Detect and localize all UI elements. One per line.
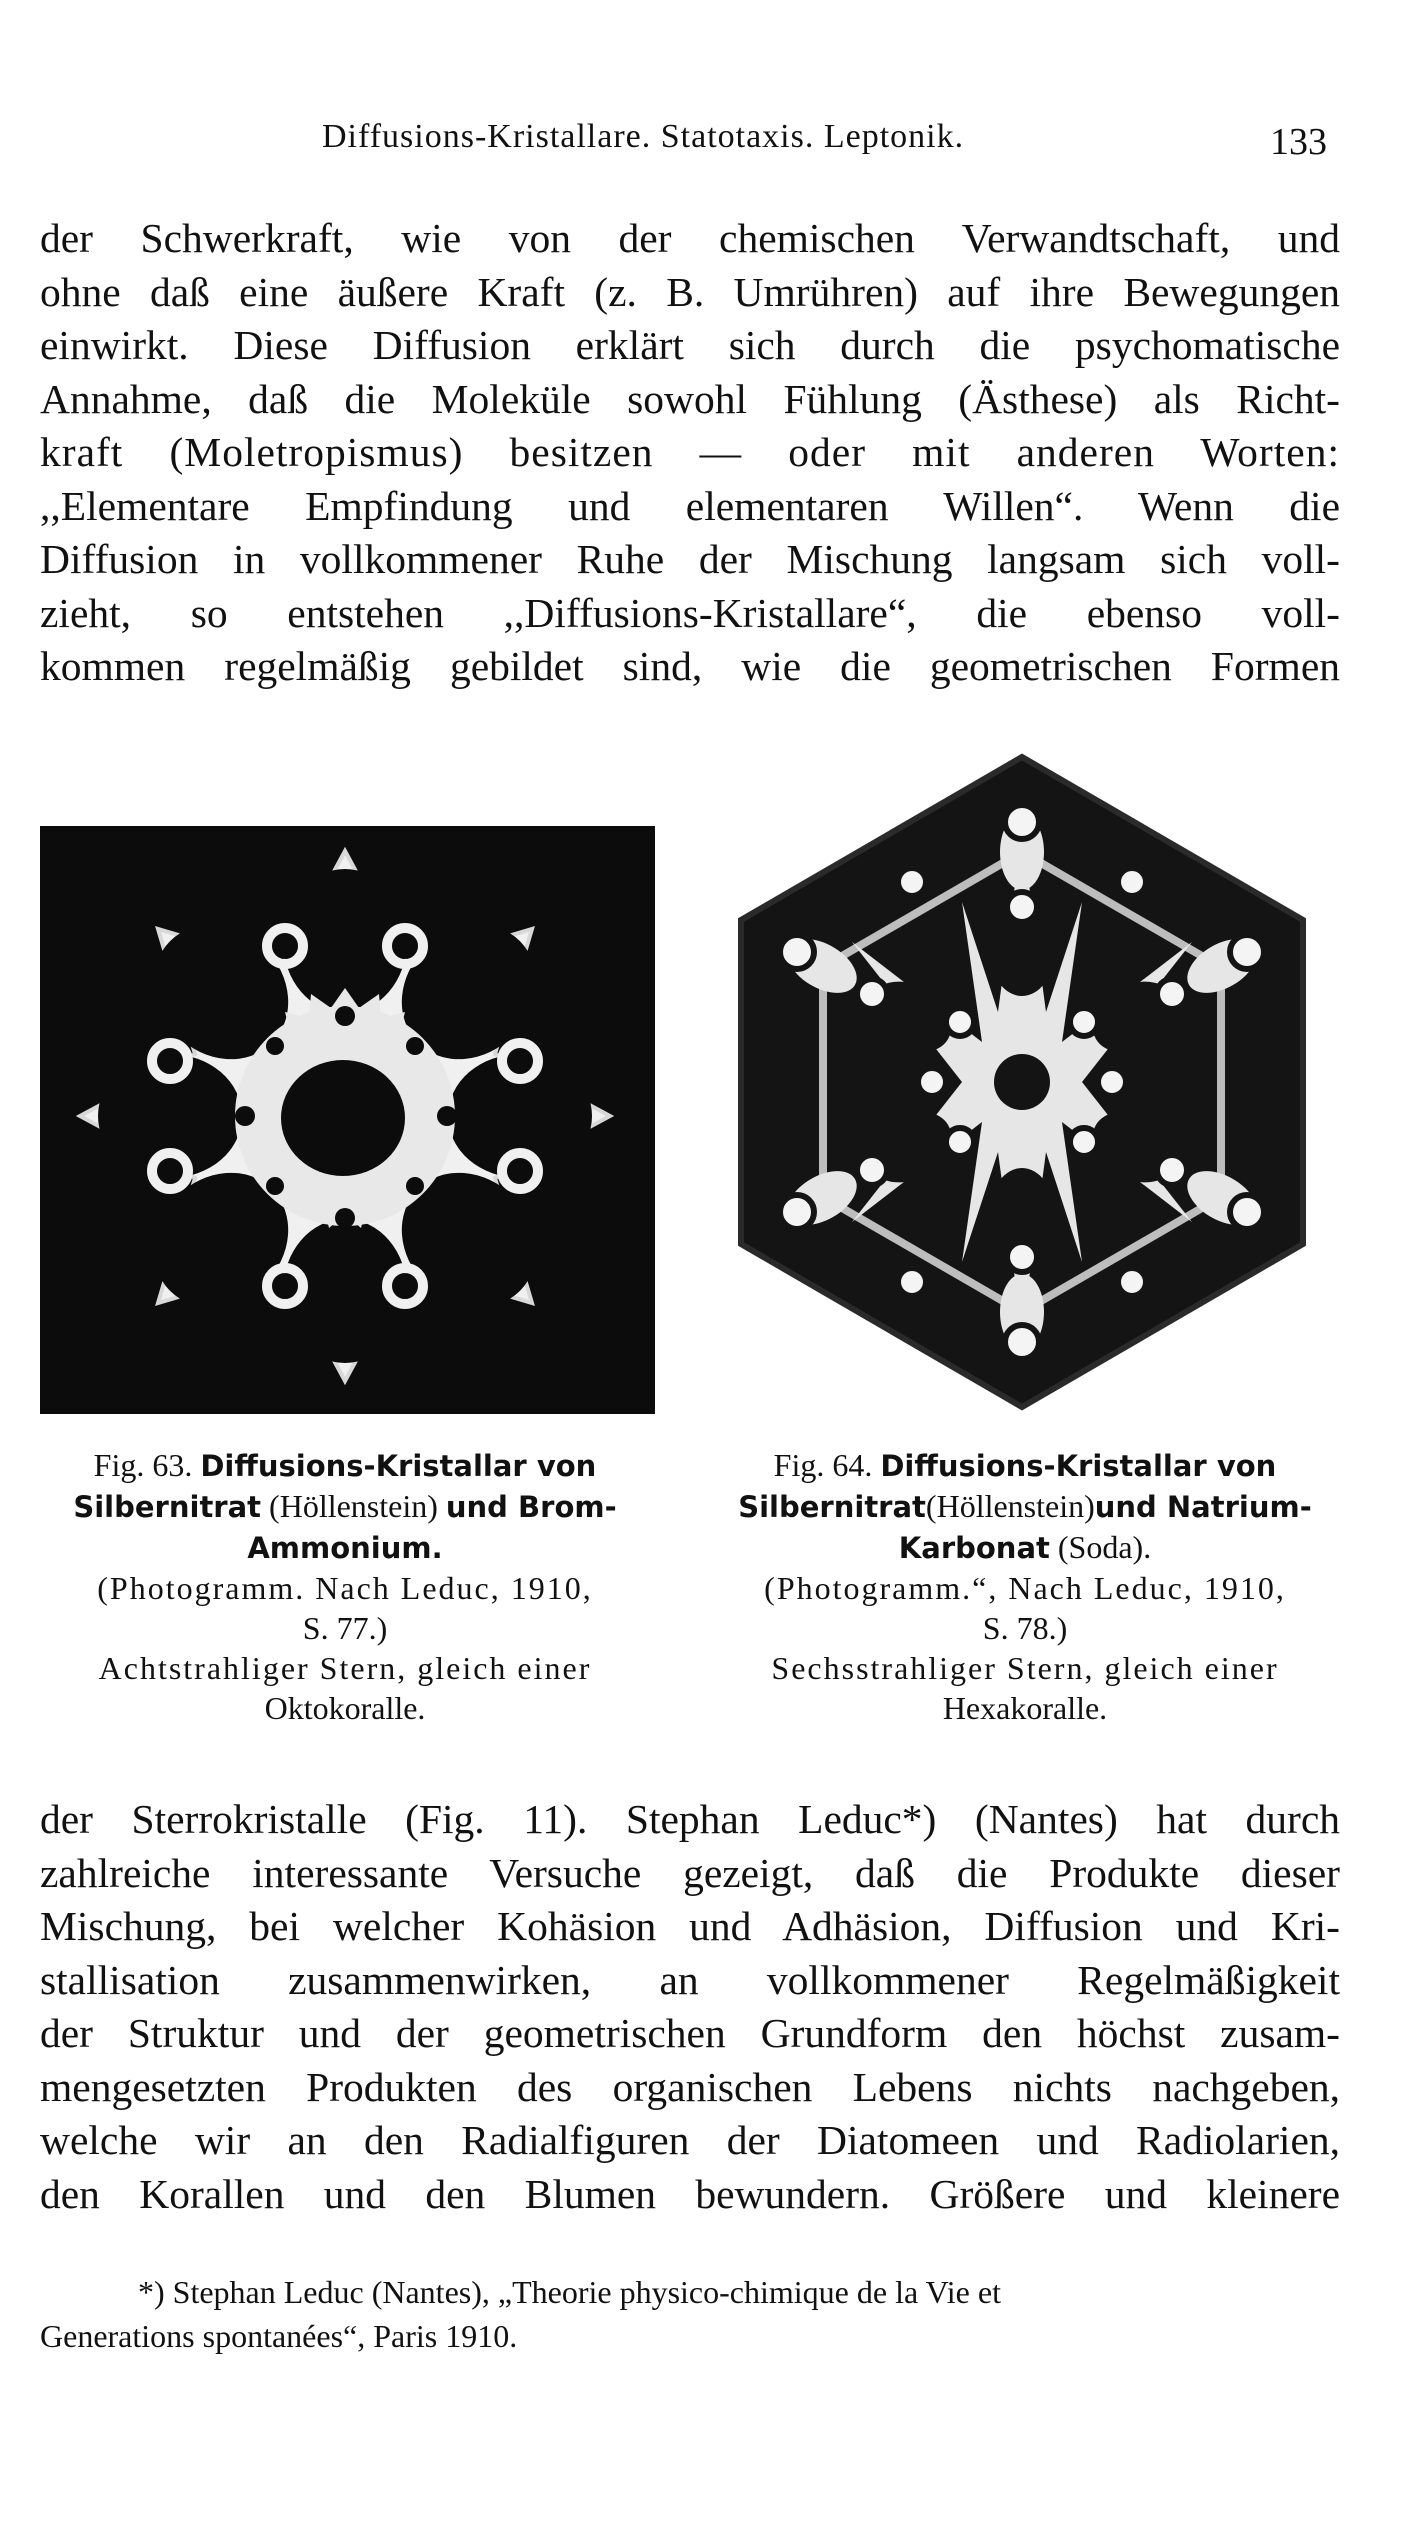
figure-paren: (Höllenstein) <box>925 1488 1095 1524</box>
text-line: zahlreiche interessante Versuche gezeigt, daß die Produkte dieser <box>40 1849 1340 1896</box>
figure-title: Silbernitrat <box>738 1490 926 1524</box>
figure-title: Diffusions-Kristallar von <box>880 1449 1277 1483</box>
footnote-line: Generations spontanées“, Paris 1910. <box>40 2318 518 2354</box>
figure-title: Diffusions-Kristallar von <box>200 1449 597 1483</box>
figure-label: Fig. 64. <box>773 1447 873 1483</box>
eight-ray-star-photo <box>40 826 655 1414</box>
figure-source: (Photogramm. Nach Leduc, 1910, <box>97 1570 593 1606</box>
figure-source: (Photogramm.“, Nach Leduc, 1910, <box>764 1570 1286 1606</box>
six-ray-star-photo <box>710 750 1340 1414</box>
paragraph-bottom <box>40 1793 1340 2221</box>
text-line: Diffusion in vollkommener Ruhe der Mischung langsam sich voll- <box>40 536 1340 582</box>
text-line: einwirkt. Diese Diffusion erklärt sich durch die psychomatische <box>40 322 1340 368</box>
running-head <box>0 118 1420 178</box>
text-line: ,,Elementare Empfindung und elementaren Willen“. Wenn die <box>40 482 1340 529</box>
text-line: kraft (Moletropismus) besitzen — oder mit anderen Worten: <box>40 429 1340 475</box>
figure-64-image <box>710 750 1340 1414</box>
text-line: mengesetzten Produkten des organischen Lebens nichts nachgeben, <box>40 2063 1340 2110</box>
figure-paren: (Soda). <box>1057 1529 1152 1565</box>
text-line: stallisation zusammenwirken, an vollkommener Regelmäßigkeit <box>40 1956 1340 2003</box>
text-line: kommen regelmäßig gebildet sind, wie die geometrischen Formen <box>40 643 1340 689</box>
figure-description: Sechsstrahliger Stern, gleich einer <box>771 1650 1279 1686</box>
footnote-line: *) Stephan Leduc (Nantes), „Theorie physico-chimique de la Vie et <box>138 2274 1001 2310</box>
text-line: Mischung, bei welcher Kohäsion und Adhäsion, Diffusion und Kri- <box>40 1903 1340 1949</box>
figure-64-caption <box>705 1445 1345 1728</box>
figure-63-caption <box>30 1445 660 1728</box>
figure-paren: (Höllenstein) <box>269 1488 438 1524</box>
text-line: der Struktur und der geometrischen Grundform den höchst zusam- <box>40 2010 1340 2056</box>
text-line: der Schwerkraft, wie von der chemischen Verwandtschaft, und <box>40 215 1340 261</box>
text-line: welche wir an den Radialfiguren der Diatomeen und Radiolarien, <box>40 2117 1340 2163</box>
text-line: der Sterrokristalle (Fig. 11). Stephan Leduc*) (Nantes) hat durch <box>40 1796 1340 1842</box>
text-line: Annahme, daß die Moleküle sowohl Fühlung (Ästhese) als Richt- <box>40 375 1340 422</box>
figure-title: Ammonium. <box>247 1531 443 1565</box>
figure-title: und Brom- <box>445 1490 617 1524</box>
figure-title: und Natrium- <box>1094 1490 1312 1524</box>
text-line: den Korallen und den Blumen bewundern. Größere und kleinere <box>40 2170 1340 2217</box>
figure-title: Karbonat <box>898 1531 1050 1565</box>
figure-source: S. 78.) <box>982 1610 1068 1646</box>
figure-description: Achtstrahliger Stern, gleich einer <box>98 1650 592 1686</box>
text-line: ohne daß eine äußere Kraft (z. B. Umrühren) auf ihre Bewegungen <box>40 268 1340 315</box>
text-line: zieht, so entstehen ,,Diffusions-Kristallare“, die ebenso voll- <box>40 589 1340 636</box>
running-title: Diffusions-Kristallare. Statotaxis. Leptonik. <box>322 118 965 155</box>
figure-63-image <box>40 826 655 1414</box>
figure-description: Hexakoralle. <box>942 1690 1108 1726</box>
footnote <box>40 2270 1340 2358</box>
paragraph-top <box>40 212 1340 694</box>
figure-label: Fig. 63. <box>93 1447 193 1483</box>
page-number: 133 <box>1270 121 1327 163</box>
figure-description: Oktokoralle. <box>264 1690 426 1726</box>
figure-source: S. 77.) <box>302 1610 388 1646</box>
figure-title: Silbernitrat <box>73 1490 262 1524</box>
